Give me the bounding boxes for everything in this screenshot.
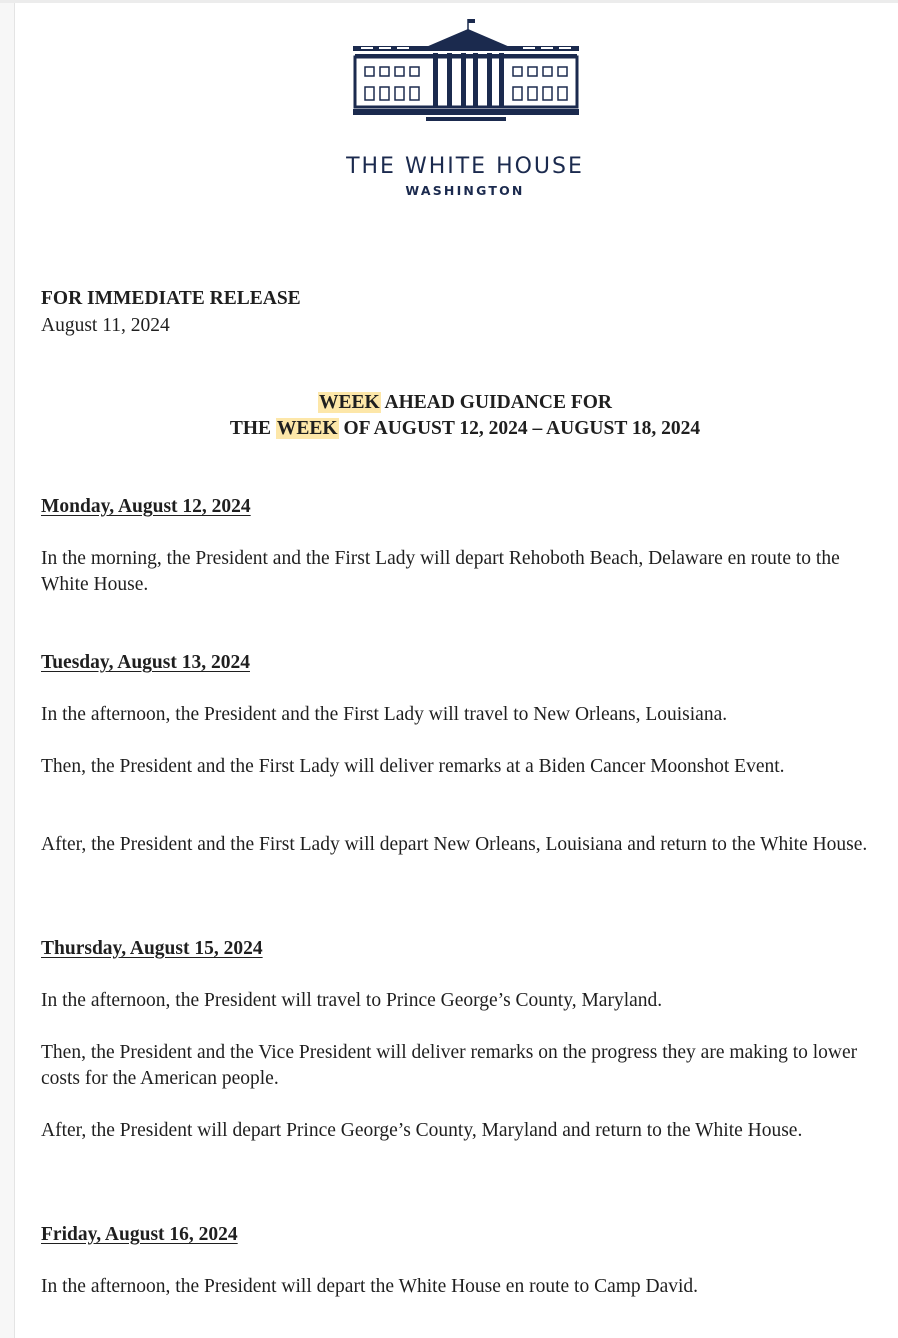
schedule-paragraph: In the afternoon, the President will depart the White House en route to Camp David. xyxy=(41,1276,699,1297)
day-heading-friday: Friday, August 16, 2024 xyxy=(41,1224,238,1245)
schedule-paragraph: After, the President will depart Prince George’s County, Maryland and return to the White House. xyxy=(41,1120,803,1141)
release-label: FOR IMMEDIATE RELEASE xyxy=(41,288,301,309)
search-highlight: WEEK xyxy=(319,392,380,413)
heading-line-1: AHEAD GUIDANCE FOR xyxy=(380,392,612,413)
schedule-paragraph: Then, the President and the Vice President will deliver remarks on the progress they are making to lower costs for the American people. xyxy=(41,1042,858,1089)
day-heading-tuesday: Tuesday, August 13, 2024 xyxy=(41,652,250,673)
schedule-paragraph: In the morning, the President and the First Lady will depart Rehoboth Beach, Delaware en route to the White House. xyxy=(41,548,840,595)
schedule-paragraph: Then, the President and the First Lady will deliver remarks at a Biden Cancer Moonshot Event. xyxy=(41,756,785,777)
day-heading-monday: Monday, August 12, 2024 xyxy=(41,496,251,517)
heading-line-2: OF AUGUST 12, 2024 – AUGUST 18, 2024 xyxy=(338,418,701,439)
letterhead-subtitle: WASHINGTON xyxy=(405,183,525,198)
heading-line-2-prefix: THE xyxy=(229,418,276,439)
white-house-building-icon xyxy=(351,17,581,125)
letterhead-title: THE WHITE HOUSE xyxy=(346,154,584,179)
release-date: August 11, 2024 xyxy=(41,315,170,336)
search-highlight: WEEK xyxy=(276,418,338,439)
day-heading-thursday: Thursday, August 15, 2024 xyxy=(41,938,263,959)
document-heading xyxy=(0,390,898,442)
top-divider xyxy=(0,0,898,3)
page-margin xyxy=(0,0,15,1338)
schedule-paragraph: In the afternoon, the President will travel to Prince George’s County, Maryland. xyxy=(41,990,663,1011)
schedule-paragraph: In the afternoon, the President and the First Lady will travel to New Orleans, Louisiana. xyxy=(41,704,728,725)
schedule-paragraph: After, the President and the First Lady will depart New Orleans, Louisiana and return to the White House. xyxy=(41,834,868,855)
